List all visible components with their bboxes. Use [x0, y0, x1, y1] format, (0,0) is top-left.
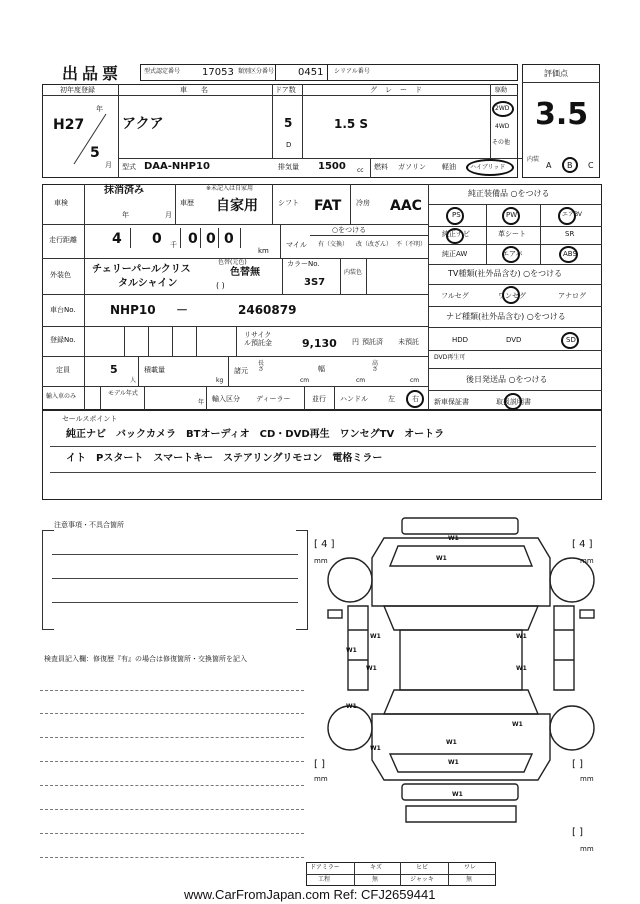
color-change-value: 色替無: [230, 267, 260, 278]
navi-sd: SD: [566, 336, 576, 344]
tv-full: フルセグ: [441, 292, 469, 300]
car-diagram: [306, 510, 606, 830]
grade-label: グレード: [370, 86, 430, 94]
equip-abs-circle: [559, 246, 578, 263]
import-type-label: 輸入区分: [212, 395, 240, 403]
damage-mark: W1: [346, 647, 357, 654]
tread-rear-left-bracket: [ ]: [314, 759, 325, 770]
tv-title: TV種類(社外品含む) ○をつける: [448, 269, 563, 278]
interior-b: B: [567, 161, 573, 170]
shaken-label: 車検: [54, 199, 68, 207]
usage-label: 車歴: [180, 199, 194, 207]
equip-aw: 純正AW: [442, 250, 468, 258]
tread-spare-bracket: [ ]: [572, 827, 583, 838]
navi-hdd: HDD: [452, 336, 469, 344]
dims-unit-3: cm: [410, 377, 420, 384]
color-change-paren: ( ): [216, 281, 225, 290]
tread-unit: mm: [314, 775, 328, 783]
equip-pw-circle: [502, 207, 520, 225]
displacement-label: 排気量: [278, 163, 299, 171]
legend-cell: 無: [466, 876, 473, 883]
km-unit: km: [258, 247, 269, 255]
recycle-value: 9,130: [302, 337, 337, 350]
interior-c: C: [588, 161, 594, 170]
reg-no-label: 登録No.: [50, 336, 76, 344]
genuine-title: 純正装備品 ○をつける: [468, 189, 550, 198]
legend-cell: ジャッキ: [410, 876, 434, 883]
category-number: 0451: [298, 67, 324, 78]
first-reg-month-unit: 月: [105, 161, 112, 169]
recycle-status-1: 預託済: [362, 338, 383, 346]
first-reg-month: 5: [90, 145, 100, 161]
damage-mark: W1: [516, 633, 527, 640]
damage-mark: W1: [446, 739, 457, 746]
exterior-color-line2: タルシャイン: [118, 278, 178, 289]
tread-rear-right-bracket: [ ]: [572, 759, 583, 770]
legend-cell: ワレ: [464, 864, 477, 871]
equip-ps: PS: [452, 211, 461, 219]
interior-color-label: 内装色: [344, 269, 363, 276]
tv-analog: アナログ: [558, 292, 586, 300]
fuel-diesel: 軽油: [442, 163, 456, 171]
load-label: 積載量: [144, 366, 165, 374]
drive-4wd: 4WD: [495, 123, 510, 130]
watermark-text: www.CarFromJapan.com Ref: CFJ2659441: [184, 887, 436, 902]
doors-label: ドア数: [275, 86, 296, 94]
meter-label: マイル: [286, 241, 307, 249]
capacity-label: 定員: [56, 366, 70, 374]
damage-mark: W1: [436, 555, 447, 562]
shaken-year: 年: [122, 211, 129, 219]
navi-dvd: DVD: [506, 336, 522, 344]
usage-note: ※未記入は自家用: [206, 185, 254, 192]
drive-2wd: 2WD: [495, 105, 510, 112]
navi-title: ナビ種類(社外品含む) ○をつける: [446, 312, 566, 321]
doors-value: 5: [284, 116, 293, 130]
grade-value: 1.5 S: [334, 117, 369, 131]
fuel-gas: ガソリン: [398, 163, 426, 171]
dims-label: 諸元: [234, 367, 248, 375]
tread-unit: mm: [580, 557, 594, 565]
name-label: 車名: [180, 86, 222, 94]
mileage-digit: 4: [112, 231, 122, 247]
meter-option: 有（交換）: [318, 241, 349, 248]
damage-mark: W1: [512, 721, 523, 728]
score-label: 評価点: [544, 69, 568, 78]
equip-airbag: エアBV: [562, 211, 583, 218]
mileage-digit: 0: [224, 231, 234, 247]
exterior-color-label: 外装色: [50, 271, 71, 279]
category-label: 類別区分番号: [238, 68, 275, 75]
fuel-label: 燃料: [374, 163, 388, 171]
first-reg-year-unit: 年: [96, 105, 103, 113]
exterior-color-line1: チェリーパールクリス: [92, 264, 191, 275]
usage-value: 自家用: [216, 198, 258, 214]
import-dealer: ディーラー: [256, 395, 291, 403]
meter-option: 不（不明）: [396, 241, 427, 248]
color-no-value: 3S7: [304, 277, 326, 288]
equip-airbag-2: エアバ: [502, 250, 523, 258]
tread-unit: mm: [580, 775, 594, 783]
equip-leather: 革シート: [498, 230, 526, 238]
ac-label: 冷房: [356, 199, 370, 207]
drive-label: 駆動: [495, 87, 508, 94]
legend-cell: 無: [372, 876, 379, 883]
first-reg-label: 初年度登録: [60, 86, 95, 94]
chassis-dash: －: [176, 303, 189, 317]
damage-mark: W1: [452, 791, 463, 798]
type-cert-number: 17053: [202, 67, 234, 78]
tread-front-left: [ 4 ]: [314, 539, 335, 550]
mileage-digits: [100, 228, 280, 256]
caution-label: 注意事項・不具合箇所: [54, 521, 124, 529]
displacement-value: 1500: [318, 161, 346, 172]
after-manual-circle: [504, 393, 522, 410]
dims-width: 幅: [318, 365, 325, 373]
tread-front-left-value: 4: [321, 539, 328, 550]
type-cert-label: 型式認定番号: [144, 68, 181, 75]
after-title: 後日発送品 ○をつける: [466, 375, 548, 384]
meter-option: 改（改ざん）: [356, 241, 393, 248]
damage-mark: W1: [516, 665, 527, 672]
damage-mark: W1: [448, 535, 459, 542]
color-change-label: 色替(元色): [218, 259, 247, 266]
mileage-digit: 0: [152, 231, 162, 247]
import-label: 輸入車のみ: [46, 393, 77, 400]
tread-front-right: [ 4 ]: [572, 539, 593, 550]
equip-pw: PW: [506, 211, 518, 219]
tread-unit: mm: [580, 845, 594, 853]
drive-2wd-circle: [492, 101, 514, 117]
equip-airbag-circle: [558, 207, 576, 225]
sales-points-line2: イト Pスタート スマートキー ステアリングリモコン 電格ミラー: [66, 453, 383, 464]
damage-mark: W1: [346, 703, 357, 710]
thousand-mark: 千: [170, 241, 177, 249]
dims-unit-1: cm: [300, 377, 310, 384]
handle-right-circle: [406, 390, 424, 408]
capacity-value: 5: [110, 363, 118, 376]
after-manual: 取扱説明書: [496, 398, 531, 406]
color-no-label: カラーNo.: [287, 260, 320, 268]
shaken-value: 抹消済み: [104, 185, 144, 196]
score-value: 3.5: [535, 97, 589, 132]
interior-b-circle: [562, 157, 578, 173]
legend-cell: 工程: [318, 876, 331, 883]
model-value: DAA-NHP10: [144, 161, 210, 172]
sales-points-label: セールスポイント: [62, 415, 118, 423]
recycle-status-2: 未預託: [398, 338, 419, 346]
model-year-label: モデル年式: [108, 390, 138, 397]
tread-unit: mm: [314, 557, 328, 565]
equip-navi: 純正ナビ: [442, 230, 470, 238]
shift-value: FAT: [314, 198, 342, 214]
serial-label: シリアル番号: [334, 68, 370, 75]
equip-navi-circle: [446, 228, 464, 244]
mileage-label: 走行距離: [49, 236, 77, 244]
shift-label: シフト: [278, 199, 299, 207]
legend-cell: キズ: [370, 864, 382, 871]
first-reg-era: H27: [53, 117, 85, 133]
capacity-unit: 人: [130, 377, 137, 384]
tv-oneseg-circle: [502, 286, 520, 304]
tv-oneseg: ワンセグ: [498, 292, 526, 300]
handle-label: ハンドル: [340, 395, 368, 403]
fuel-hybrid: ハイブリッド: [470, 164, 506, 171]
recycle-label: リサイクル預託金: [244, 331, 272, 348]
after-warranty: 新車保証書: [434, 398, 469, 406]
vehicle-name: アクア: [122, 116, 164, 132]
dims-unit-2: cm: [356, 377, 366, 384]
meter-note: ○をつける: [332, 226, 367, 234]
chassis-number: 2460879: [238, 303, 297, 317]
model-year-unit: 年: [198, 399, 205, 406]
drive-other: その他: [492, 139, 511, 146]
ac-value: AAC: [390, 198, 422, 214]
legend-cell: ドアミラー: [310, 864, 340, 871]
damage-mark: W1: [370, 633, 381, 640]
inspector-label: 検査員記入欄：修復歴『有』の場合は修復箇所・交換箇所を記入: [44, 655, 247, 663]
form-title: 出品票: [62, 64, 123, 83]
legend-cell: ヒビ: [416, 864, 429, 871]
dims-height: 高さ: [372, 360, 379, 373]
tread-front-right-value: 4: [579, 539, 586, 550]
caution-box: [42, 530, 308, 630]
chassis-prefix: NHP10: [110, 303, 156, 317]
equip-ps-circle: [446, 207, 464, 225]
mileage-digit: 0: [188, 231, 198, 247]
sales-points-line1: 純正ナビ バックカメラ BTオーディオ CD・DVD再生 ワンセグTV オートラ: [66, 429, 445, 440]
cc-unit: cc: [357, 167, 364, 174]
chassis-label: 車台No.: [50, 306, 76, 314]
handle-right: 右: [412, 395, 419, 403]
interior-a: A: [546, 161, 552, 170]
recycle-unit: 円: [352, 338, 359, 346]
mileage-digit: 0: [206, 231, 216, 247]
equip-abs: ABS: [563, 250, 577, 258]
handle-left: 左: [388, 395, 395, 403]
damage-mark: W1: [370, 745, 381, 752]
equip-airbag-2-circle: [502, 246, 523, 263]
dims-length: 長さ: [258, 360, 265, 373]
load-unit: kg: [216, 377, 224, 384]
dvd-playable-label: DVD再生可: [434, 354, 466, 361]
fuel-hybrid-circle: [466, 159, 514, 176]
navi-sd-circle: [561, 332, 579, 349]
interior-label: 内装: [527, 156, 540, 163]
shaken-month: 月: [165, 211, 172, 219]
equip-sr: SR: [565, 230, 575, 238]
model-label: 型式: [122, 163, 136, 171]
damage-mark: W1: [366, 665, 377, 672]
door-type: D: [286, 141, 292, 149]
import-parallel: 並行: [312, 395, 326, 403]
damage-mark: W1: [448, 759, 459, 766]
